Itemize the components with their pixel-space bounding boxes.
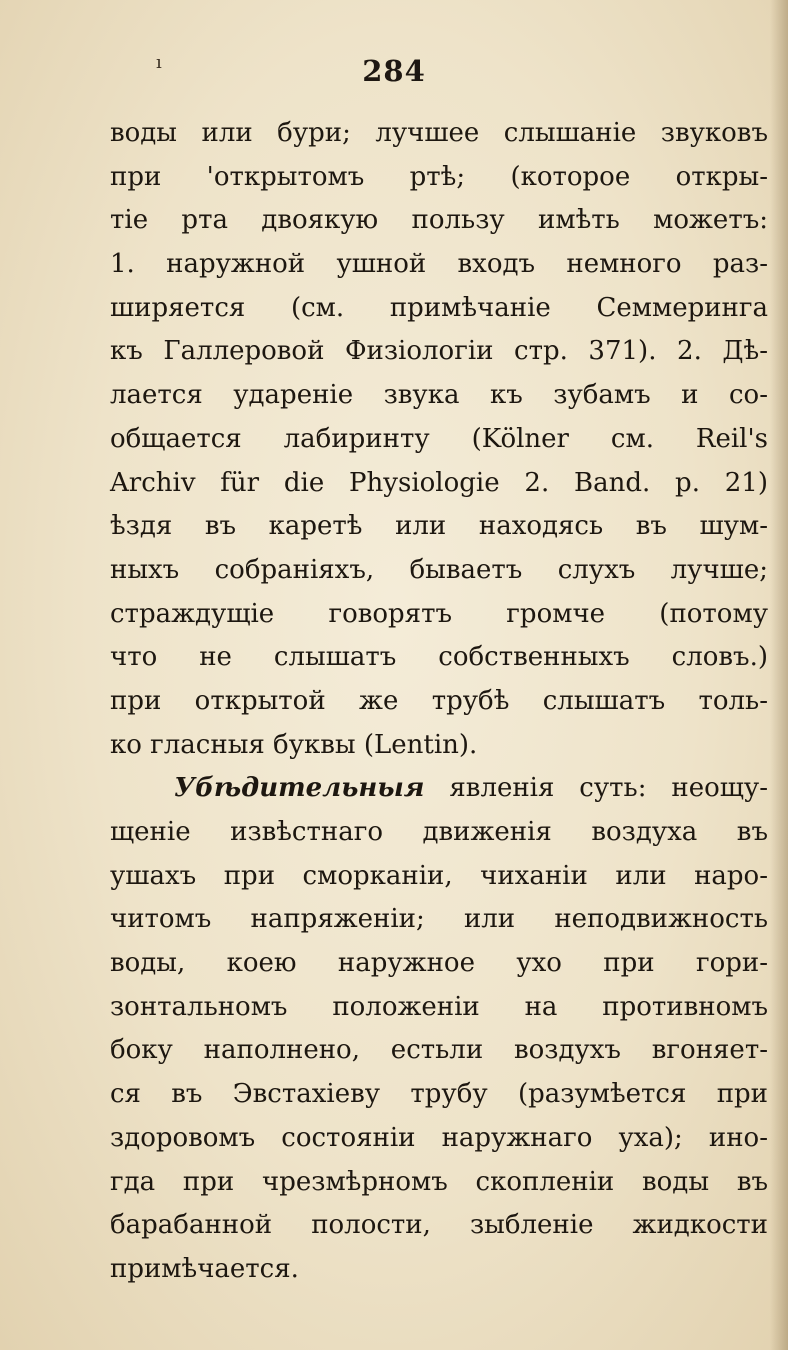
text-line: гда при чрезмѣрномъ скопленіи воды въ — [110, 1166, 768, 1197]
text-line: здоровомъ состояніи наружнаго уха); ино- — [110, 1122, 768, 1153]
text-run: явленія суть: неощу- — [424, 773, 768, 804]
text-line: при открытой же трубѣ слышатъ толь- — [110, 685, 768, 716]
text-line: 1. наружной ушной входъ немного раз- — [110, 249, 768, 280]
text-line: боку наполнено, естьли воздухъ вгоняет- — [110, 1035, 768, 1066]
text-line: воды или бури; лучшее слышаніе звуковъ — [110, 118, 768, 148]
page-edge-shadow — [770, 0, 788, 1350]
text-line: къ Галлеровой Физіологіи стр. 371). 2. Дѣ- — [110, 336, 768, 367]
text-line: общается лабиринту (Kölner см. Reil's — [110, 423, 768, 454]
text-line: страждущіе говорятъ громче (потому — [110, 598, 768, 629]
text-line: барабанной полости, зыбленіе жидкости — [110, 1210, 768, 1241]
paragraph-first-line — [110, 767, 768, 811]
text-line: зонтальномъ положеніи на противномъ — [110, 991, 768, 1022]
text-line: ныхъ собраніяхъ, бываетъ слухъ лучше; — [110, 554, 768, 585]
text-line: ся въ Эвстахіеву трубу (разумѣется при — [110, 1079, 768, 1110]
text-line: примѣчается. — [110, 1253, 299, 1284]
text-line: лается удареніе звука къ зубамъ и со- — [110, 380, 768, 411]
text-line: тіе рта двоякую пользу имѣть можетъ: — [110, 205, 768, 236]
text-line: при 'открытомъ ртѣ; (которое откры- — [110, 161, 768, 192]
text-line: ко гласныя буквы (Lentin). — [110, 729, 478, 760]
italic-lead-word: Убѣдительныя — [174, 773, 425, 804]
text-line: ширяется (см. примѣчаніе Семмеринга — [110, 292, 768, 323]
text-line: ушахъ при сморканіи, чиханіи или наро- — [110, 860, 768, 891]
text-line: читомъ напряженіи; или неподвижность — [110, 904, 768, 935]
text-line: воды, коею наружное ухо при гори- — [110, 948, 768, 979]
page-number: 284 — [362, 54, 426, 88]
text-line: Archiv für die Physiologie 2. Band. p. 21) — [110, 467, 768, 498]
text-line: ѣздя въ каретѣ или находясь въ шум- — [110, 511, 768, 542]
page-body — [110, 112, 768, 1292]
text-line: щеніе извѣстнаго движенія воздуха въ — [110, 817, 768, 847]
text-line: что не слышатъ собственныхъ словъ.) — [110, 642, 768, 673]
margin-mark: ı — [156, 52, 162, 73]
